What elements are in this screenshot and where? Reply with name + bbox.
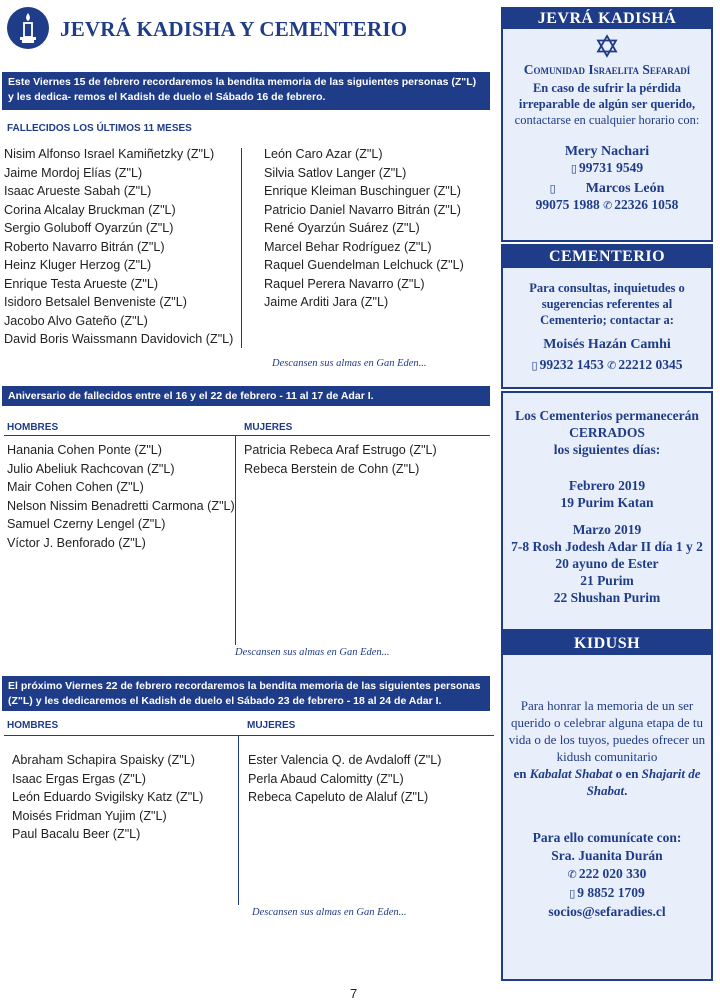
section3-men-list xyxy=(12,751,203,844)
kadisha-title: JEVRÁ KADISHÁ xyxy=(503,9,711,29)
mobile-phone-icon: ▯ xyxy=(531,359,538,372)
contact-phone: ✆ 222 020 330 xyxy=(503,865,711,884)
contact-phones: 99075 1988 ✆ 22326 1058 xyxy=(535,197,679,212)
section3-men-heading: HOMBRES xyxy=(7,720,59,731)
contact-name: Mery Nachari xyxy=(564,144,650,159)
section3-women-list xyxy=(248,751,441,807)
sidebar-closed-days xyxy=(501,391,713,631)
phone-icon: ✆ xyxy=(567,868,577,881)
list-item: Enrique Kleiman Buschinguer (Z"L) xyxy=(264,184,461,198)
list-item: León Eduardo Svigilsky Katz (Z"L) xyxy=(12,790,204,804)
list-item: Paul Bacalu Beer (Z"L) xyxy=(12,827,141,841)
column-divider xyxy=(241,148,242,348)
list-item: Jacobo Alvo Gateño (Z"L) xyxy=(4,313,148,328)
list-item: Moisés Fridman Yujim (Z"L) xyxy=(12,808,167,823)
cementerio-text: Para consultas, inquietudes o sugerencias referentes al Cementerio; contactar a: xyxy=(529,281,685,327)
contact-email: socios@sefaradies.cl xyxy=(548,904,666,919)
list-item: Raquel Perera Navarro (Z"L) xyxy=(264,276,425,291)
section3-intro: El próximo Viernes 22 de febrero recordaremos la bendita memoria de las siguientes personas (Z"L) y les dedicaremos el Kadish de duelo el Sábado 23 de febrero - 18 al 24 de Adar I. xyxy=(2,676,490,711)
section1-closing: Descansen sus almas en Gan Eden... xyxy=(272,358,427,369)
list-item: Julio Abeliuk Rachcovan (Z"L) xyxy=(7,461,175,476)
list-item: Jaime Arditi Jara (Z"L) xyxy=(264,295,389,309)
star-of-david-icon xyxy=(595,34,619,58)
sidebar-cementerio xyxy=(501,244,713,389)
contact-mobile: ▯ 9 8852 1709 xyxy=(503,884,711,903)
section1-subheading: FALLECIDOS LOS ÚLTIMOS 11 MESES xyxy=(7,123,192,134)
list-item: Perla Abaud Calomitty (Z"L) xyxy=(248,771,404,786)
list-item: Corina Alcalay Bruckman (Z"L) xyxy=(4,202,176,217)
list-item: Rebeca Capeluto de Alaluf (Z"L) xyxy=(248,790,429,804)
list-item: René Oyarzún Suárez (Z"L) xyxy=(264,221,420,235)
contact-name: Moisés Hazán Camhi xyxy=(543,337,671,352)
list-item: León Caro Azar (Z"L) xyxy=(264,147,383,161)
kadisha-text: En caso de sufrir la pérdida irreparable de algún ser querido, contactarse en cualquier horario con: xyxy=(514,81,700,127)
list-item: Enrique Testa Arueste (Z"L) xyxy=(4,276,159,291)
page-number: 7 xyxy=(350,986,358,1001)
kadisha-org: Comunidad Israelita Sefaradí xyxy=(523,62,691,77)
list-item: Víctor J. Benforado (Z"L) xyxy=(7,535,146,550)
list-item: Marcel Behar Rodríguez (Z"L) xyxy=(264,239,432,254)
contact-phones: ▯ 99232 1453 ✆ 22212 0345 xyxy=(531,357,683,372)
section2-men-heading: HOMBRES xyxy=(7,422,59,433)
list-item: Ester Valencia Q. de Avdaloff (Z"L) xyxy=(248,753,442,767)
list-item: Mair Cohen Cohen (Z"L) xyxy=(7,480,144,494)
list-item: Samuel Czerny Lengel (Z"L) xyxy=(7,517,166,531)
phone-icon: ✆ xyxy=(603,199,613,212)
divider xyxy=(4,435,490,436)
list-item: Isidoro Betsalel Benveniste (Z"L) xyxy=(4,295,187,309)
kidush-title: KIDUSH xyxy=(503,633,711,655)
section1-left-list xyxy=(4,145,233,349)
column-divider xyxy=(238,735,239,905)
cementerio-title: CEMENTERIO xyxy=(503,246,711,268)
page-title: JEVRÁ KADISHA Y CEMENTERIO xyxy=(60,17,408,41)
kidush-contact: Para ello comunícate con: Sra. Juanita Durán ✆ 222 020 330 ▯ 9 8852 1709 socios@sefaradies.cl xyxy=(503,829,711,921)
phone-icon: ✆ xyxy=(607,359,617,372)
list-item: Jaime Mordoj Elías (Z"L) xyxy=(4,165,143,180)
list-item: Isaac Ergas Ergas (Z"L) xyxy=(12,771,146,786)
kidush-text: Para honrar la memoria de un ser querido o celebrar alguna etapa de tu vida o de los tuyos, puedes ofrecer un kidush comunitario en Kabalat Shabat o en Shajarit de Shabat. xyxy=(508,698,706,798)
list-item: Roberto Navarro Bitrán (Z"L) xyxy=(4,239,165,254)
logo xyxy=(7,7,49,49)
contact-mobile: ▯ 99731 9549 xyxy=(570,160,644,175)
section2-title: Aniversario de fallecidos entre el 16 y el 22 de febrero - 11 al 17 de Adar I. xyxy=(2,386,490,406)
section2-women-heading: MUJERES xyxy=(244,422,293,433)
list-item: David Boris Waissmann Davidovich (Z"L) xyxy=(4,332,234,346)
list-item: Sergio Goluboff Oyarzún (Z"L) xyxy=(4,221,174,235)
list-item: Heinz Kluger Herzog (Z"L) xyxy=(4,258,152,272)
section3-women-heading: MUJERES xyxy=(247,720,296,731)
list-item: Hanania Cohen Ponte (Z"L) xyxy=(7,443,162,457)
list-item: Rebeca Berstein de Cohn (Z"L) xyxy=(244,461,420,476)
section3-closing: Descansen sus almas en Gan Eden... xyxy=(252,907,407,918)
march-dates: Marzo 2019 7-8 Rosh Jodesh Adar II día 1 y 2 20 ayuno de Ester 21 Purim 22 Shushan Purim xyxy=(511,522,703,605)
february-dates: Febrero 2019 19 Purim Katan xyxy=(560,478,654,510)
candle-icon xyxy=(7,7,49,49)
sidebar-kidush xyxy=(501,631,713,981)
divider xyxy=(4,735,494,736)
section2-closing: Descansen sus almas en Gan Eden... xyxy=(235,647,390,658)
section2-women-list xyxy=(244,441,437,478)
mobile-phone-icon: ▯ xyxy=(569,887,576,900)
list-item: Silvia Satlov Langer (Z"L) xyxy=(264,165,407,180)
mobile-phone-icon: ▯ xyxy=(570,162,577,175)
section1-right-list xyxy=(264,145,464,312)
contact-name: ▯ Marcos León xyxy=(549,181,665,196)
mobile-phone-icon: ▯ xyxy=(549,182,556,195)
list-item: Patricia Rebeca Araf Estrugo (Z"L) xyxy=(244,443,437,457)
list-item: Patricio Daniel Navarro Bitrán (Z"L) xyxy=(264,202,461,217)
list-item: Isaac Arueste Sabah (Z"L) xyxy=(4,184,152,198)
section2-men-list xyxy=(7,441,235,552)
list-item: Nisim Alfonso Israel Kamiñetzky (Z"L) xyxy=(4,147,215,161)
list-item: Raquel Guendelman Lelchuck (Z"L) xyxy=(264,258,464,272)
list-item: Nelson Nissim Benadretti Carmona (Z"L) xyxy=(7,498,235,513)
sidebar-kadisha xyxy=(501,7,713,242)
closed-notice: Los Cementerios permanecerán CERRADOS los siguientes días: xyxy=(515,408,699,457)
column-divider xyxy=(235,435,236,645)
section1-intro: Este Viernes 15 de febrero recordaremos la bendita memoria de las siguientes personas (Z"L) y les dedica- remos el Kadish de duelo el Sábado 16 de febrero. xyxy=(2,72,490,110)
list-item: Abraham Schapira Spaisky (Z"L) xyxy=(12,753,195,767)
